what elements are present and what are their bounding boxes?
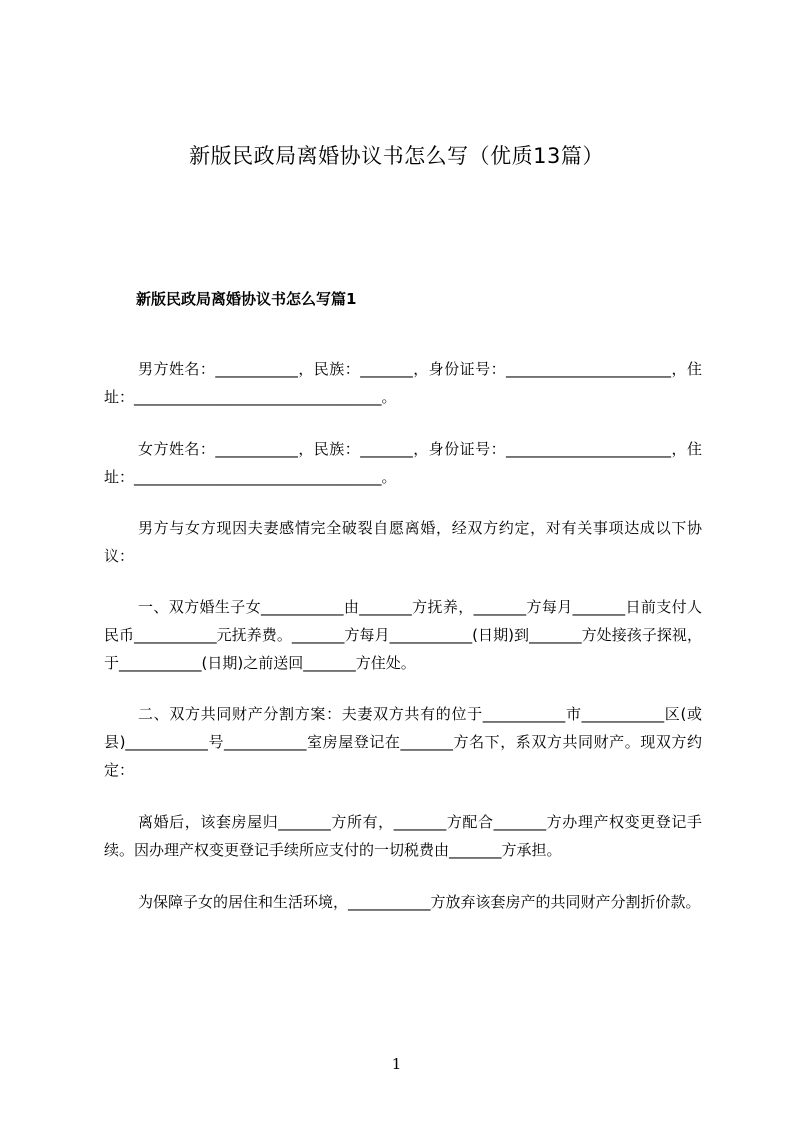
paragraph-waiver: 为保障子女的居住和生活环境，___________方放弃该套房产的共同财产分割折价款。 bbox=[138, 893, 701, 911]
paragraph-male-info: 男方姓名：___________，民族：_______，身份证号：______________________，住址：_________________________________。 bbox=[104, 360, 702, 406]
page-number: 1 bbox=[391, 1055, 402, 1073]
paragraph-female-info: 女方姓名：___________，民族：_______，身份证号：______________________，住址：_________________________________。 bbox=[104, 440, 702, 486]
paragraph-property-division: 二、双方共同财产分割方案：夫妻双方共有的位于___________市___________区(或县)___________号___________室房屋登记在_______方名下，系双方共同财产。现双方约定： bbox=[104, 705, 702, 779]
paragraph-divorce-statement: 男方与女方现因夫妻感情完全破裂自愿离婚，经双方约定，对有关事项达成以下协议： bbox=[104, 519, 702, 565]
document-title: 新版民政局离婚协议书怎么写（优质13篇） bbox=[189, 144, 604, 168]
paragraph-child-custody: 一、双方婚生子女___________由_______方抚养，_______方每月_______日前支付人民币___________元抚养费。_______方每月___________(日期)到_______方处接孩子探视，于___________(日期)之前送回_______方住处。 bbox=[104, 598, 702, 672]
paragraph-house-ownership: 离婚后，该套房屋归_______方所有，_______方配合_______方办理产权变更登记手续。因办理产权变更登记手续所应支付的一切税费由_______方承担。 bbox=[104, 813, 702, 859]
section-heading: 新版民政局离婚协议书怎么写篇1 bbox=[136, 290, 357, 308]
